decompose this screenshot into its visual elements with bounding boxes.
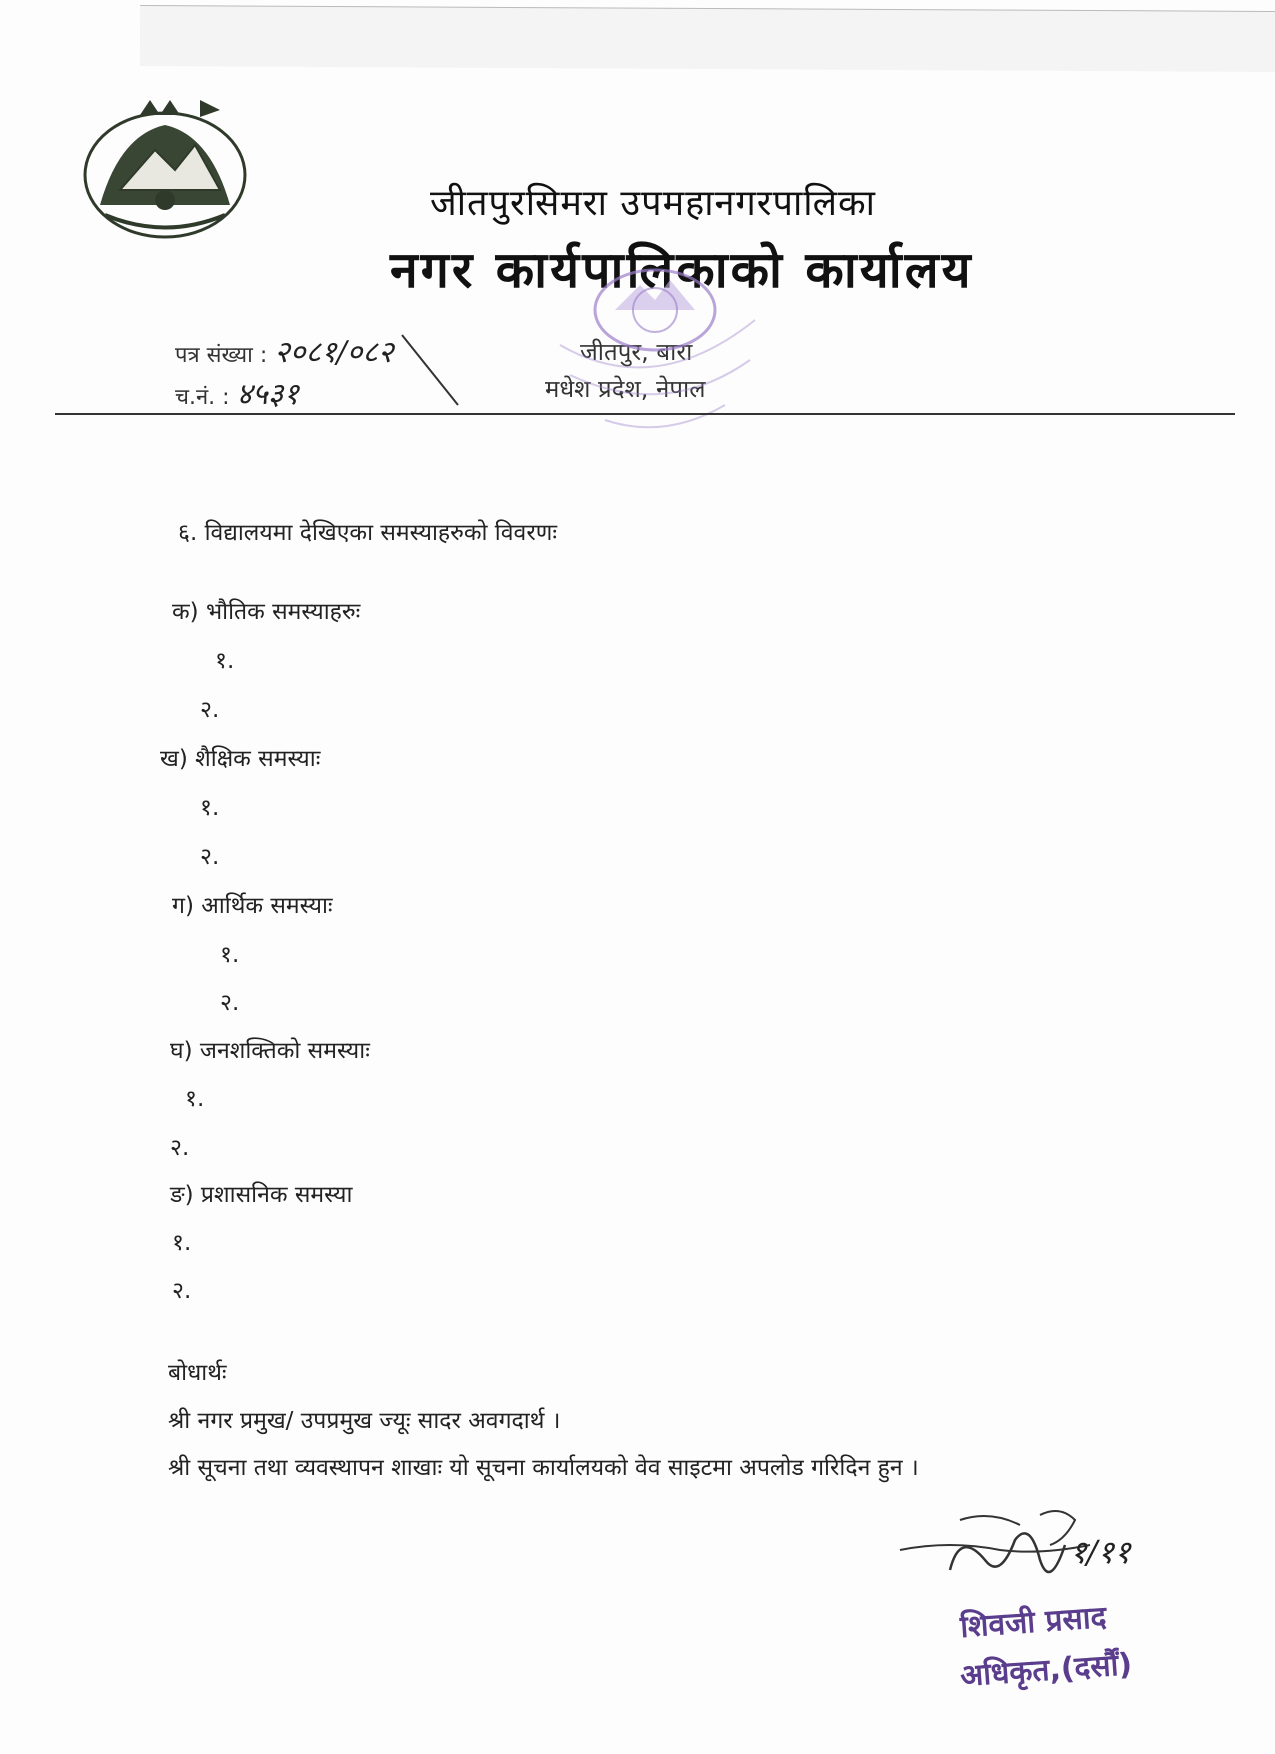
section-administrative-item-2: २. xyxy=(172,1278,192,1304)
cc-label: बोधार्थः xyxy=(168,1360,227,1386)
dispatch-number-row xyxy=(175,372,299,413)
section-educational-item-1: १. xyxy=(200,795,220,821)
signature-date: १/११ xyxy=(1070,1533,1131,1571)
ref-number-row xyxy=(175,330,394,371)
address-line-1: जीतपुर, बारा xyxy=(580,338,693,366)
ref-number-label: पत्र संख्या : xyxy=(175,343,268,368)
organization-name: जीतपुरसिमरा उपमहानगरपालिका xyxy=(430,183,876,224)
section-educational-title: ख) शैक्षिक समस्याः xyxy=(160,746,321,772)
office-name: नगर कार्यपालिकाको कार्यालय xyxy=(390,241,974,299)
header-divider xyxy=(55,413,1235,415)
section-manpower-title: घ) जनशक्तिको समस्याः xyxy=(170,1038,370,1064)
address-line-2: मधेश प्रदेश, नेपाल xyxy=(545,375,706,403)
section-physical-title: क) भौतिक समस्याहरुः xyxy=(172,599,361,625)
section-physical-item-2: २. xyxy=(200,697,220,723)
signatory-designation: अधिकृत,(दर्सौं) xyxy=(959,1647,1134,1694)
ref-number-value: २०८१/०८२ xyxy=(274,335,394,370)
section-economic-item-2: २. xyxy=(220,990,240,1016)
cc-line-it-section: श्री सूचना तथा व्यवस्थापन शाखाः यो सूचना कार्यालयको वेव साइटमा अपलोड गरिदिन हुन । xyxy=(168,1455,919,1481)
section-heading: ६. विद्यालयमा देखिएका समस्याहरुको विवरणः xyxy=(178,520,558,546)
section-educational-item-2: २. xyxy=(200,844,220,870)
section-economic-item-1: १. xyxy=(220,942,240,968)
section-administrative-item-1: १. xyxy=(172,1230,192,1256)
signatory-name: शिवजी प्रसाद xyxy=(959,1599,1108,1646)
dispatch-number-label: च.नं. : xyxy=(175,385,230,410)
pen-stroke xyxy=(400,330,470,410)
back-page-edge xyxy=(140,5,1275,72)
section-manpower-item-2: २. xyxy=(170,1135,190,1161)
section-administrative-title: ङ) प्रशासनिक समस्या xyxy=(170,1182,353,1208)
section-manpower-item-1: १. xyxy=(185,1086,205,1112)
section-economic-title: ग) आर्थिक समस्याः xyxy=(172,893,333,919)
nepal-emblem-icon xyxy=(80,95,250,240)
cc-line-mayor: श्री नगर प्रमुख/ उपप्रमुख ज्यूः सादर अवगदार्थ । xyxy=(168,1408,561,1434)
section-physical-item-1: १. xyxy=(215,648,235,674)
dispatch-number-value: ४५३१ xyxy=(236,377,299,412)
office-seal-icon xyxy=(545,250,765,450)
